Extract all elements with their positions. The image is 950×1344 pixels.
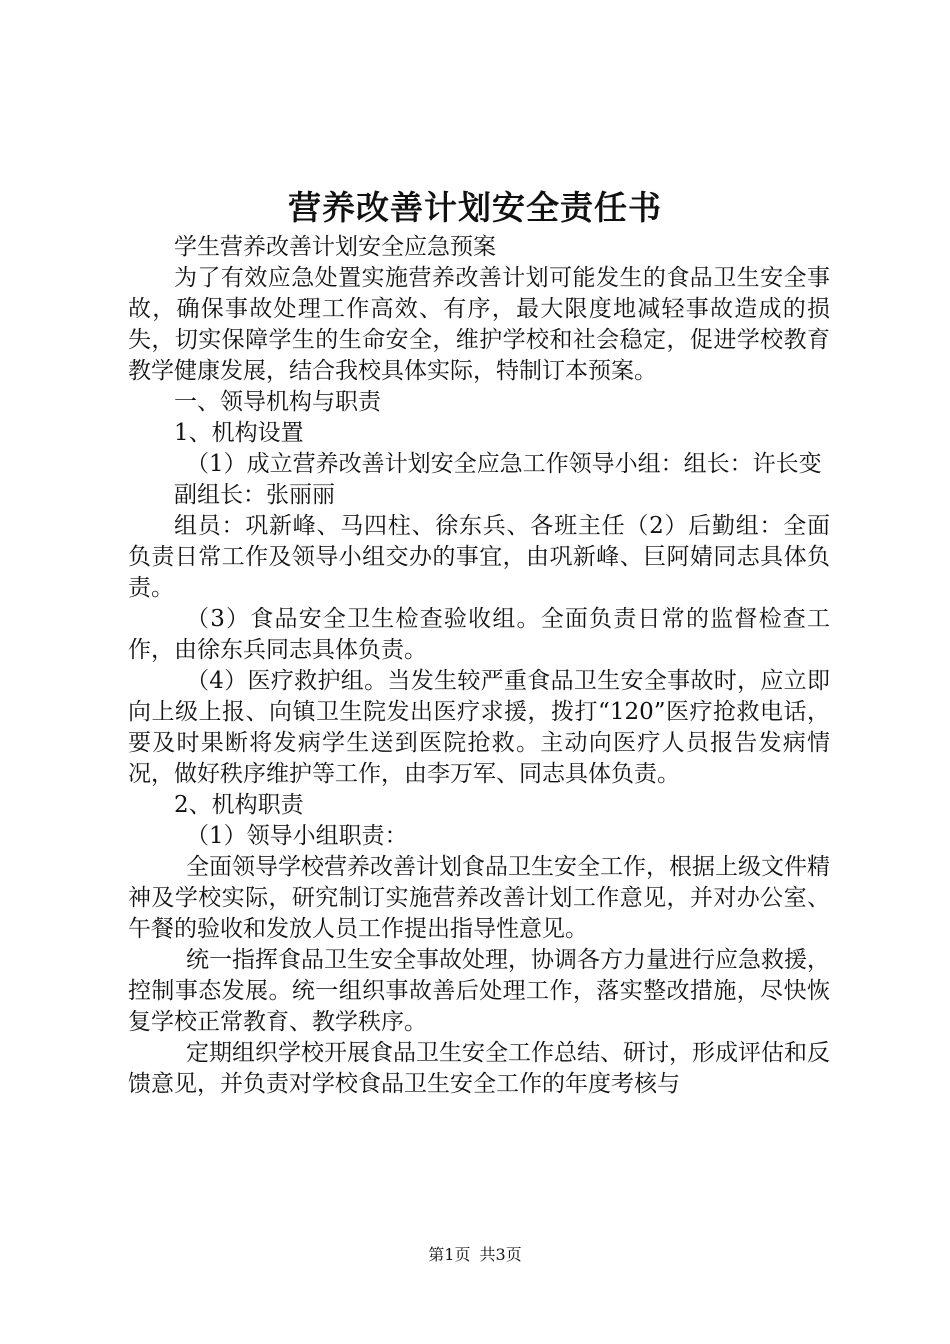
subsection-heading-setup: 1、机构设置 (174, 420, 304, 446)
paragraph-duty-1: 全面领导学校营养改善计划食品卫生安全工作，根据上级文件精神及学校实际，研究制订实施营养改善计划工作意见，并对办公室、午餐的验收和发放人员工作提出指导性意见。 (128, 854, 830, 942)
paragraph-subtitle: 学生营养改善计划安全应急预案 (174, 234, 496, 260)
paragraph-intro: 为了有效应急处置实施营养改善计划可能发生的食品卫生安全事故，确保事故处理工作高效、有序，最大限度地减轻事故造成的损失，切实保障学生的生命安全，维护学校和社会稳定，促进学校教育教学健康发展，结合我校具体实际，特制订本预案。 (128, 265, 830, 384)
page-footer (0, 1245, 950, 1265)
paragraph-item-4: （4）医疗救护组。当发生较严重食品卫生安全事故时，应立即向上级上报、向镇卫生院发出医疗求援，拨打“120”医疗抢救电话，要及时果断将发病学生送到医院抢救。主动向医疗人员报告发病情况，做好秩序维护等工作，由李万军、同志具体负责。 (128, 668, 830, 787)
paragraph-deputy: 副组长：张丽丽 (174, 482, 335, 508)
paragraph-duty-2: 统一指挥食品卫生安全事故处理，协调各方力量进行应急救援，控制事态发展。统一组织事故善后处理工作，落实整改措施，尽快恢复学校正常教育、教学秩序。 (128, 947, 830, 1035)
paragraph-members: 组员：巩新峰、马四柱、徐东兵、各班主任（2）后勤组：全面负责日常工作及领导小组交办的事宜，由巩新峰、巨阿婧同志具体负责。 (128, 513, 830, 601)
section-heading-leadership: 一、领导机构与职责 (174, 389, 381, 415)
page-total: 共3页 (479, 1245, 522, 1264)
document-body (128, 232, 830, 1100)
paragraph-duty-heading: （1）领导小组职责： (186, 823, 408, 849)
page-number: 第1页 (428, 1245, 471, 1264)
paragraph-duty-3: 定期组织学校开展食品卫生安全工作总结、研讨，形成评估和反馈意见，并负责对学校食品卫生安全工作的年度考核与 (128, 1040, 830, 1097)
subsection-heading-duties: 2、机构职责 (174, 792, 304, 818)
paragraph-item-1: （1）成立营养改善计划安全应急工作领导小组：组长：许长变 (186, 451, 822, 477)
paragraph-item-3: （3）食品安全卫生检查验收组。全面负责日常的监督检查工作，由徐东兵同志具体负责。 (128, 606, 830, 663)
document-title: 营养改善计划安全责任书 (288, 188, 662, 227)
